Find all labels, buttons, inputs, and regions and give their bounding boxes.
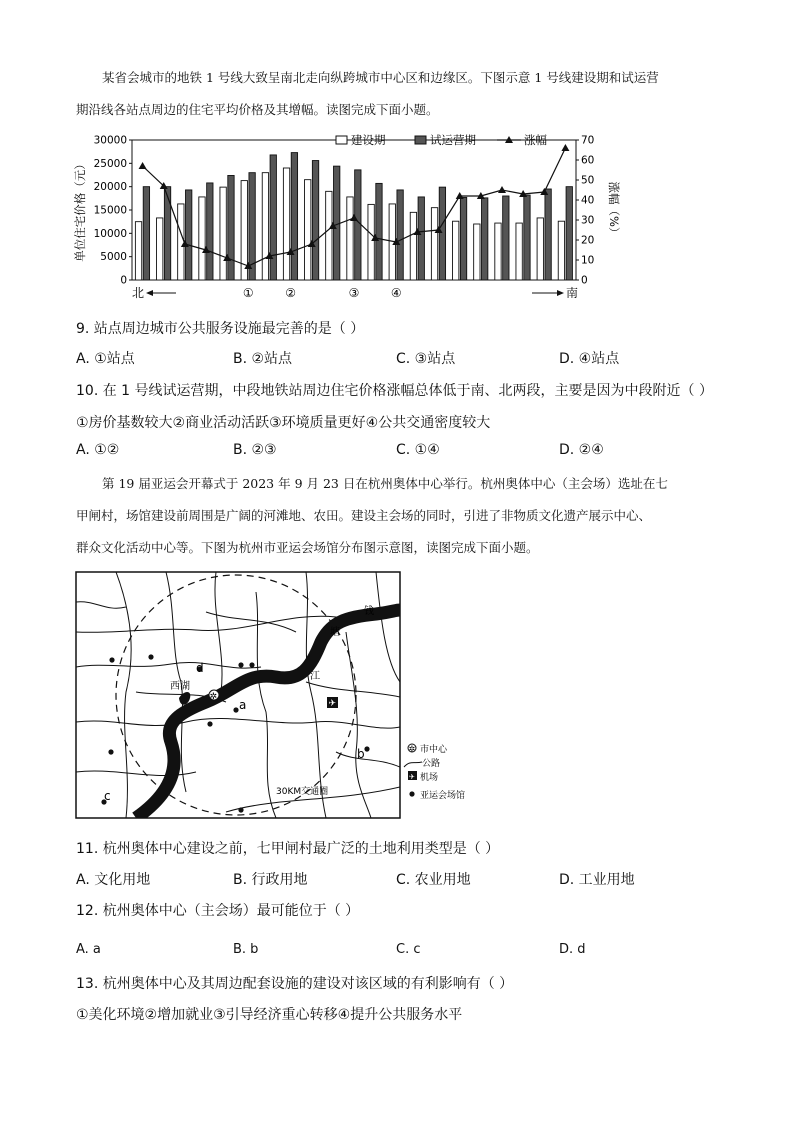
bar-construction xyxy=(558,221,564,280)
map-legend xyxy=(404,743,465,801)
q9-stem: 9. 站点周边城市公共服务设施最完善的是（ ） xyxy=(76,321,365,337)
q11-option-b[interactable]: B. 行政用地 xyxy=(233,872,308,888)
north-arrow-head xyxy=(146,290,153,296)
q9-option-b[interactable]: B. ②站点 xyxy=(233,351,293,367)
q9-option-d[interactable]: D. ④站点 xyxy=(559,351,620,367)
river-char-3: 江 xyxy=(310,671,320,682)
bar-trial-operation xyxy=(312,161,318,280)
q12-stem: 12. 杭州奥体中心（主会场）最可能位于（ ） xyxy=(76,903,360,919)
bar-trial-operation xyxy=(566,187,572,280)
growth-point xyxy=(498,186,506,193)
legend-swatch-construction xyxy=(336,136,347,144)
legend-label-trial: 试运营期 xyxy=(430,133,476,147)
legend-airport: 机场 xyxy=(420,773,439,783)
legend-label-construction: 建设期 xyxy=(351,133,386,147)
legend-city-center: 市中心 xyxy=(420,745,448,755)
legend-venue: 亚运会场馆 xyxy=(420,791,466,801)
bar-construction xyxy=(135,222,141,280)
y2-tick-label: 30 xyxy=(581,214,595,227)
bar-trial-operation xyxy=(545,189,551,280)
river-char-1: 钱 xyxy=(364,606,374,617)
bar-construction xyxy=(347,197,353,280)
station-marker: ③ xyxy=(348,286,360,300)
bar-trial-operation xyxy=(270,155,276,280)
legend-label-growth: 涨幅 xyxy=(524,133,547,147)
venue-point-b xyxy=(364,746,369,751)
bar-trial-operation xyxy=(143,187,149,280)
bar-construction xyxy=(537,218,543,280)
bar-construction xyxy=(516,223,522,280)
q10-stem: 10. 在 1 号线试运营期，中段地铁站周边住宅价格涨幅总体低于南、北两段，主要是因为中段附近（ ） xyxy=(76,383,713,399)
q11-stem: 11. 杭州奥体中心建设之前，七甲闸村最广泛的土地利用类型是（ ） xyxy=(76,841,500,857)
q10-option-b[interactable]: B. ②③ xyxy=(233,442,277,458)
y-tick-label: 0 xyxy=(120,274,127,287)
y2-tick-label: 0 xyxy=(581,274,588,287)
north-label: 北 xyxy=(132,286,145,300)
bar-construction xyxy=(283,168,289,280)
bar-construction xyxy=(368,204,374,280)
bar-construction xyxy=(305,180,311,280)
bar-trial-operation xyxy=(418,197,424,280)
bar-trial-operation xyxy=(228,175,234,280)
bar-trial-operation xyxy=(524,195,530,280)
q12-option-a[interactable]: A. a xyxy=(76,942,101,957)
q13-stem: 13. 杭州奥体中心及其周边配套设施的建设对该区域的有利影响有（ ） xyxy=(76,976,514,992)
y-tick-label: 5000 xyxy=(100,251,127,264)
y-tick-label: 25000 xyxy=(93,157,127,170)
bar-trial-operation xyxy=(397,190,403,280)
bar-trial-operation xyxy=(207,183,213,280)
hangzhou-venue-map xyxy=(76,572,481,820)
y2-tick-label: 70 xyxy=(581,134,595,147)
y2-tick-label: 20 xyxy=(581,234,595,247)
ring-label: 30KM交通圈 xyxy=(276,787,329,797)
west-lake-label: 西湖 xyxy=(170,681,190,692)
y-tick-label: 10000 xyxy=(93,227,127,240)
bar-trial-operation xyxy=(460,197,466,280)
intro1-line1: 某省会城市的地铁 1 号线大致呈南北走向纵跨城市中心区和边缘区。下图示意 1 号线建设期和试运营 xyxy=(102,70,659,85)
q13-items: ①美化环境②增加就业③引导经济重心转移④提升公共服务水平 xyxy=(76,1007,463,1023)
bar-trial-operation xyxy=(503,196,509,280)
y-tick-label: 30000 xyxy=(93,134,127,147)
south-label: 南 xyxy=(566,286,579,300)
map-frame xyxy=(76,572,400,818)
station-marker: ④ xyxy=(390,286,402,300)
growth-point xyxy=(139,162,147,169)
q9-option-c[interactable]: C. ③站点 xyxy=(396,351,456,367)
intro1-line2: 期沿线各站点周边的住宅平均价格及其增幅。读图完成下面小题。 xyxy=(76,102,439,117)
bar-trial-operation xyxy=(439,187,445,280)
y2-tick-label: 60 xyxy=(581,154,595,167)
bar-construction xyxy=(453,221,459,280)
q12-option-c[interactable]: C. c xyxy=(396,942,421,957)
svg-text:✈: ✈ xyxy=(409,773,415,781)
bar-construction xyxy=(474,224,480,280)
bar-construction xyxy=(157,218,163,280)
label-c: c xyxy=(104,789,111,803)
station-marker: ② xyxy=(285,286,296,300)
bar-trial-operation xyxy=(291,153,297,280)
svg-text:✲: ✲ xyxy=(408,744,416,754)
bar-construction xyxy=(199,197,205,280)
growth-point xyxy=(561,144,569,151)
bar-trial-operation xyxy=(482,198,488,280)
intro2-line2: 甲闸村，场馆建设前周围是广阔的河滩地、农田。建设主会场的同时，引进了非物质文化遗产展示中心、 xyxy=(76,508,652,523)
bar-construction xyxy=(326,191,332,280)
bar-trial-operation xyxy=(334,166,340,280)
label-d: d xyxy=(196,661,204,675)
q11-option-a[interactable]: A. 文化用地 xyxy=(76,872,151,888)
label-b: b xyxy=(357,747,365,761)
bar-construction xyxy=(431,208,437,280)
q12-option-b[interactable]: B. b xyxy=(233,942,259,957)
bar-construction xyxy=(262,173,268,280)
q10-option-a[interactable]: A. ①② xyxy=(76,442,120,458)
bar-trial-operation xyxy=(164,187,170,280)
q10-items: ①房价基数较大②商业活动活跃③环境质量更好④公共交通密度较大 xyxy=(76,415,491,431)
svg-text:✈: ✈ xyxy=(328,699,337,709)
q9-option-a[interactable]: A. ①站点 xyxy=(76,351,135,367)
bar-trial-operation xyxy=(186,190,192,280)
q12-option-d[interactable]: D. d xyxy=(559,942,586,957)
venue-point-a xyxy=(233,707,238,712)
y-tick-label: 20000 xyxy=(93,181,127,194)
bar-trial-operation xyxy=(355,170,361,280)
y-axis-title: 单位住宅价格（元） xyxy=(73,158,87,262)
svg-text:✲: ✲ xyxy=(209,692,218,702)
south-arrow-head xyxy=(557,290,564,296)
legend-road: 公路 xyxy=(422,759,441,769)
y2-axis-title: 涨幅（%） xyxy=(607,181,621,239)
y2-tick-label: 40 xyxy=(581,194,595,207)
q11-option-c[interactable]: C. 农业用地 xyxy=(396,872,471,888)
y2-tick-label: 10 xyxy=(581,254,595,267)
bar-trial-operation xyxy=(376,183,382,280)
bar-construction xyxy=(220,187,226,280)
q10-option-c[interactable]: C. ①④ xyxy=(396,442,440,458)
y-tick-label: 15000 xyxy=(93,204,127,217)
q10-option-d[interactable]: D. ②④ xyxy=(559,442,604,458)
y2-tick-label: 50 xyxy=(581,174,595,187)
intro2-line3: 群众文化活动中心等。下图为杭州市亚运会场馆分布图示意图，读图完成下面小题。 xyxy=(76,540,539,555)
bar-construction xyxy=(495,223,501,280)
station-marker: ① xyxy=(242,286,254,300)
intro2-line1: 第 19 届亚运会开幕式于 2023 年 9 月 23 日在杭州奥体中心举行。杭州奥体中心（主会场）选址在七 xyxy=(102,476,668,491)
bar-construction xyxy=(178,204,184,280)
bar-construction xyxy=(410,212,416,280)
airport-icon xyxy=(327,697,338,709)
housing-price-chart xyxy=(70,128,621,306)
legend-swatch-trial xyxy=(415,136,426,144)
label-a: a xyxy=(239,698,247,712)
river-char-2: 塘 xyxy=(330,627,340,638)
q11-option-d[interactable]: D. 工业用地 xyxy=(559,872,635,888)
